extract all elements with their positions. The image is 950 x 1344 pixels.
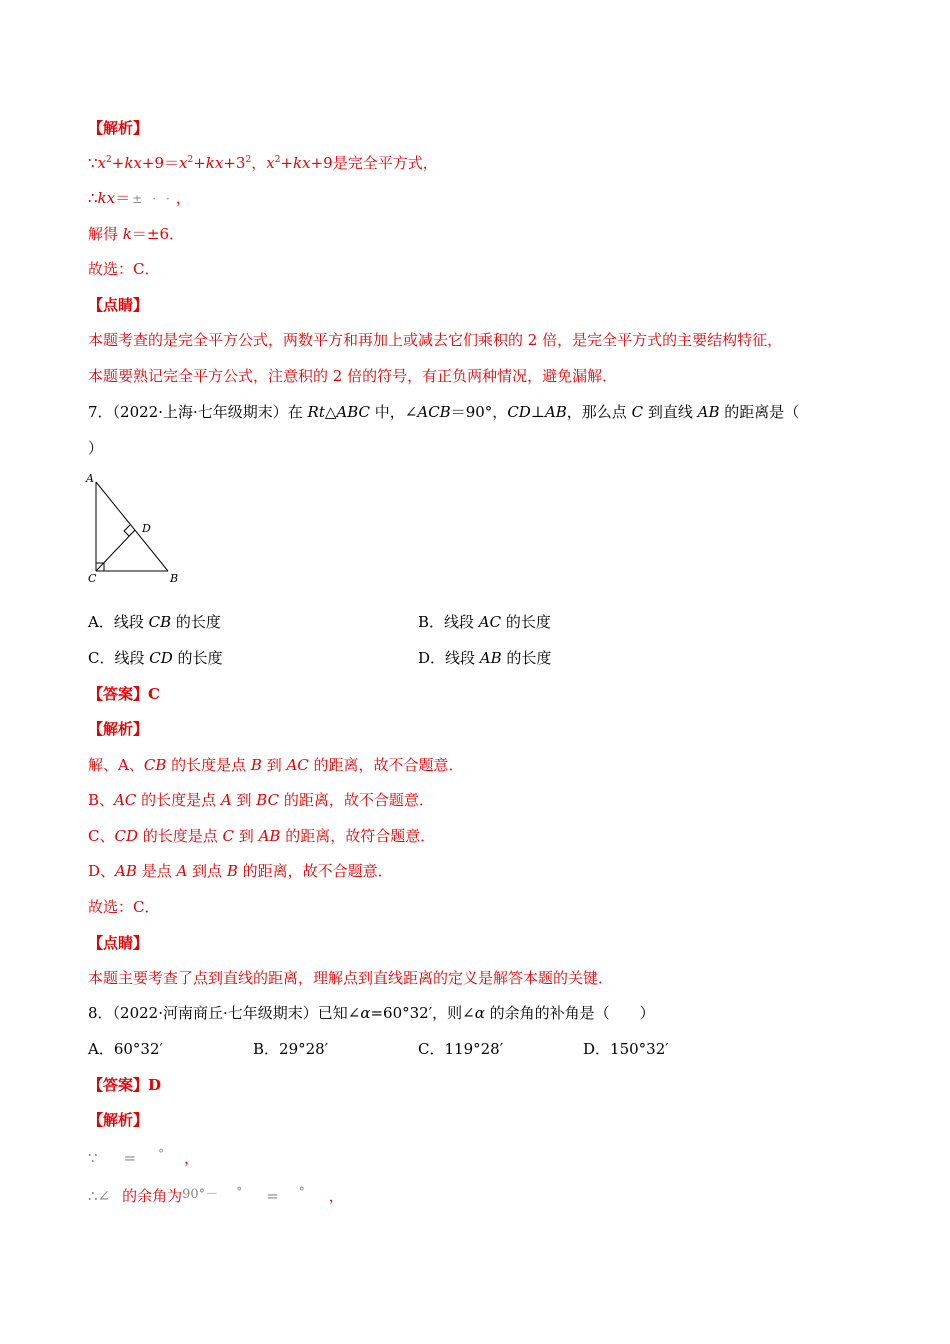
q6-analysis-label: 【解析】 bbox=[88, 119, 149, 137]
q8-stem: 8．（2022·河南商丘·七年级期末）已知∠α=60°32′，则∠α 的余角的补角是（ ） bbox=[88, 1004, 655, 1022]
q6-point-text-1: 本题考查的是完全平方公式，两数平方和再加上或减去它们乘积的 2 倍，是完全平方式的主要结构特征， bbox=[88, 331, 783, 349]
q7-option-b[interactable]: B．线段 AC 的长度 bbox=[418, 613, 551, 631]
q7-analysis-line-3: C、CD 的长度是点 C 到 AB 的距离，故符合题意． bbox=[88, 827, 436, 845]
q6-analysis-line-3: 解得 k＝±6． bbox=[88, 225, 184, 243]
q7-stem: 7．（2022·上海·七年级期末）在 Rt△ABC 中，∠ACB＝90°，CD⊥AB，那么点 C 到直线 AB 的距离是（ bbox=[88, 403, 800, 421]
label-c: C bbox=[88, 572, 97, 585]
q6-point-label: 【点睛】 bbox=[88, 296, 149, 314]
q8-analysis-label: 【解析】 bbox=[88, 1111, 149, 1129]
label-b: B bbox=[170, 572, 179, 585]
q7-answer: 【答案】C bbox=[88, 685, 160, 703]
label-a: A bbox=[86, 472, 94, 485]
q7-analysis-label: 【解析】 bbox=[88, 720, 149, 738]
q7-stem-close: ） bbox=[88, 439, 104, 457]
q6-point-text-2: 本题要熟记完全平方公式，注意积的 2 倍的符号，有正负两种情况，避免漏解． bbox=[88, 367, 618, 385]
q7-analysis-line-4: D、AB 是点 A 到点 B 的距离，故不合题意． bbox=[88, 862, 393, 880]
label-d: D bbox=[142, 522, 151, 535]
q7-option-d[interactable]: D．线段 AB 的长度 bbox=[418, 649, 552, 667]
q6-analysis-line-4: 故选：C． bbox=[88, 260, 160, 278]
q7-point-label: 【点睛】 bbox=[88, 934, 149, 952]
q7-option-c[interactable]: C．线段 CD 的长度 bbox=[88, 649, 223, 667]
q8-option-b[interactable]: B．29°28′ bbox=[253, 1040, 329, 1058]
q8-option-c[interactable]: C．119°28′ bbox=[418, 1040, 504, 1058]
q7-triangle-figure bbox=[84, 470, 194, 590]
side-ab bbox=[96, 482, 168, 571]
altitude-cd bbox=[96, 530, 135, 571]
q7-analysis-line-2: B、AC 的长度是点 A 到 BC 的距离，故不合题意． bbox=[88, 791, 434, 809]
q8-option-a[interactable]: A．60°32′ bbox=[88, 1040, 163, 1058]
q8-answer: 【答案】D bbox=[88, 1076, 162, 1094]
q8-analysis-line-2: ∴∠ 的余角为90°－ ° = ° ， bbox=[88, 1185, 344, 1205]
q8-analysis-line-1: ∵ = ° ， bbox=[88, 1147, 200, 1167]
q6-analysis-line-2: ∴kx＝ ± · · ， bbox=[88, 189, 191, 207]
q6-analysis-line-1: $\because x^2+kx+9=x^2+kx+3^2$，$x^2+kx+9$是完全平方式， bbox=[88, 154, 438, 172]
q7-option-a[interactable]: A．线段 CB 的长度 bbox=[88, 613, 221, 631]
q8-option-d[interactable]: D．150°32′ bbox=[583, 1040, 669, 1058]
q7-point-text: 本题主要考查了点到直线的距离，理解点到直线距离的定义是解答本题的关键． bbox=[88, 969, 614, 987]
right-angle-mark-d bbox=[124, 525, 130, 536]
q7-analysis-line-1: 解、A、CB 的长度是点 B 到 AC 的距离，故不合题意． bbox=[88, 756, 464, 774]
q7-analysis-line-5: 故选：C． bbox=[88, 898, 160, 916]
